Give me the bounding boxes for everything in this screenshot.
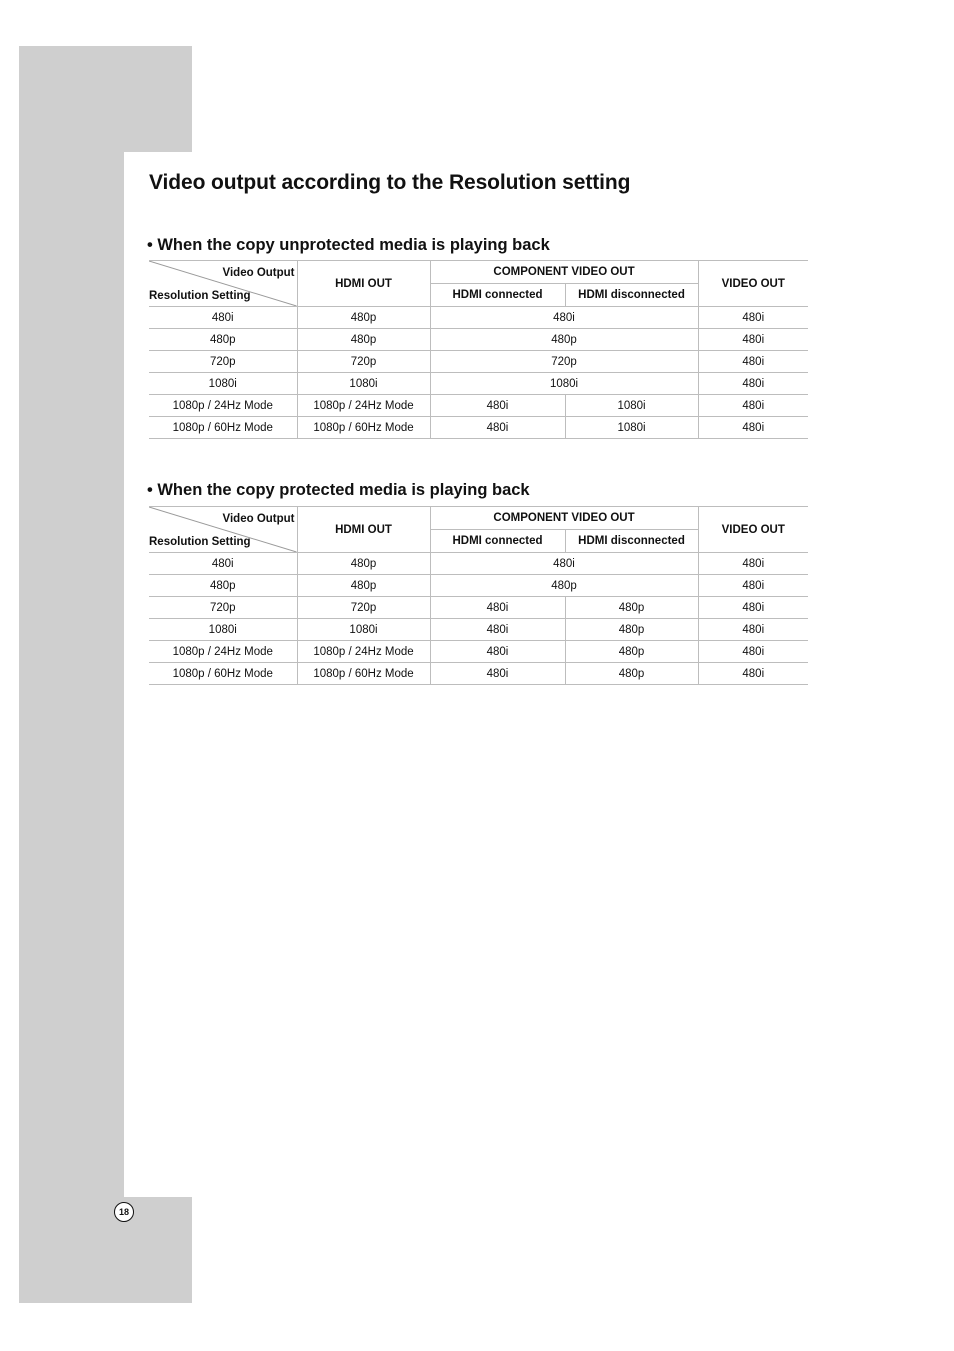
hdmi-disconnected-cell: 1080i — [565, 417, 698, 439]
resolution-setting-label: Resolution Setting — [149, 536, 251, 548]
table-body — [149, 553, 808, 685]
table-row — [149, 641, 808, 663]
table-body — [149, 307, 808, 439]
component-video-out-cell: 480p — [430, 575, 698, 597]
video-out-cell: 480i — [698, 307, 808, 329]
hdmi-out-cell: 1080p / 24Hz Mode — [297, 395, 430, 417]
gray-band-bottom — [19, 1197, 192, 1303]
resolution-cell: 1080i — [149, 619, 297, 641]
video-output-label: Video Output — [222, 513, 295, 525]
table-row — [149, 663, 808, 685]
hdmi-out-cell: 480p — [297, 329, 430, 351]
section-title-unprotected: • When the copy unprotected media is playing back — [147, 236, 550, 254]
resolution-cell: 480p — [149, 575, 297, 597]
component-video-out-cell: 720p — [430, 351, 698, 373]
hdmi-connected-header: HDMI connected — [430, 530, 565, 553]
video-out-cell: 480i — [698, 329, 808, 351]
hdmi-connected-cell: 480i — [430, 597, 565, 619]
hdmi-connected-cell: 480i — [430, 641, 565, 663]
gray-band-top — [19, 46, 192, 152]
table-row — [149, 395, 808, 417]
resolution-cell: 480p — [149, 329, 297, 351]
hdmi-disconnected-cell: 480p — [565, 619, 698, 641]
video-out-cell: 480i — [698, 641, 808, 663]
hdmi-disconnected-cell: 1080i — [565, 395, 698, 417]
video-out-cell: 480i — [698, 553, 808, 575]
resolution-cell: 480i — [149, 553, 297, 575]
table-row — [149, 597, 808, 619]
video-out-cell: 480i — [698, 663, 808, 685]
resolution-table-protected — [149, 506, 808, 685]
resolution-cell: 1080i — [149, 373, 297, 395]
hdmi-disconnected-cell: 480p — [565, 597, 698, 619]
page-title: Video output according to the Resolution setting — [149, 171, 631, 194]
hdmi-out-cell: 480p — [297, 575, 430, 597]
video-out-cell: 480i — [698, 395, 808, 417]
resolution-cell: 1080p / 60Hz Mode — [149, 417, 297, 439]
video-output-label: Video Output — [222, 267, 295, 279]
hdmi-out-cell: 1080p / 60Hz Mode — [297, 663, 430, 685]
component-video-out-header: COMPONENT VIDEO OUT — [430, 261, 698, 284]
hdmi-out-cell: 1080i — [297, 619, 430, 641]
video-out-cell: 480i — [698, 597, 808, 619]
component-video-out-cell: 480i — [430, 307, 698, 329]
corner-header-cell — [149, 261, 297, 307]
gray-band-side — [19, 152, 124, 1197]
table-row — [149, 575, 808, 597]
hdmi-out-cell: 480p — [297, 553, 430, 575]
video-out-cell: 480i — [698, 417, 808, 439]
corner-header-cell — [149, 507, 297, 553]
hdmi-out-header: HDMI OUT — [297, 261, 430, 307]
hdmi-connected-cell: 480i — [430, 395, 565, 417]
hdmi-disconnected-cell: 480p — [565, 641, 698, 663]
table-row — [149, 373, 808, 395]
video-out-cell: 480i — [698, 575, 808, 597]
table-row — [149, 417, 808, 439]
hdmi-disconnected-cell: 480p — [565, 663, 698, 685]
hdmi-connected-cell: 480i — [430, 619, 565, 641]
video-out-cell: 480i — [698, 373, 808, 395]
table-row — [149, 329, 808, 351]
component-video-out-cell: 1080i — [430, 373, 698, 395]
video-out-cell: 480i — [698, 351, 808, 373]
hdmi-disconnected-header: HDMI disconnected — [565, 530, 698, 553]
section-title-protected: • When the copy protected media is playing back — [147, 481, 530, 499]
video-out-cell: 480i — [698, 619, 808, 641]
table-row — [149, 307, 808, 329]
component-video-out-cell: 480p — [430, 329, 698, 351]
hdmi-out-cell: 1080p / 60Hz Mode — [297, 417, 430, 439]
table-row — [149, 351, 808, 373]
video-out-header: VIDEO OUT — [698, 261, 808, 307]
hdmi-connected-cell: 480i — [430, 663, 565, 685]
hdmi-connected-cell: 480i — [430, 417, 565, 439]
resolution-cell: 1080p / 24Hz Mode — [149, 395, 297, 417]
component-video-out-header: COMPONENT VIDEO OUT — [430, 507, 698, 530]
resolution-table-unprotected — [149, 260, 808, 439]
hdmi-connected-header: HDMI connected — [430, 284, 565, 307]
table-row — [149, 553, 808, 575]
hdmi-out-header: HDMI OUT — [297, 507, 430, 553]
hdmi-out-cell: 480p — [297, 307, 430, 329]
hdmi-disconnected-header: HDMI disconnected — [565, 284, 698, 307]
resolution-cell: 720p — [149, 351, 297, 373]
page-number-badge: 18 — [114, 1202, 134, 1222]
resolution-cell: 1080p / 24Hz Mode — [149, 641, 297, 663]
resolution-cell: 720p — [149, 597, 297, 619]
video-out-header: VIDEO OUT — [698, 507, 808, 553]
hdmi-out-cell: 720p — [297, 597, 430, 619]
hdmi-out-cell: 720p — [297, 351, 430, 373]
hdmi-out-cell: 1080i — [297, 373, 430, 395]
resolution-cell: 1080p / 60Hz Mode — [149, 663, 297, 685]
component-video-out-cell: 480i — [430, 553, 698, 575]
hdmi-out-cell: 1080p / 24Hz Mode — [297, 641, 430, 663]
table-row — [149, 619, 808, 641]
resolution-setting-label: Resolution Setting — [149, 290, 251, 302]
resolution-cell: 480i — [149, 307, 297, 329]
